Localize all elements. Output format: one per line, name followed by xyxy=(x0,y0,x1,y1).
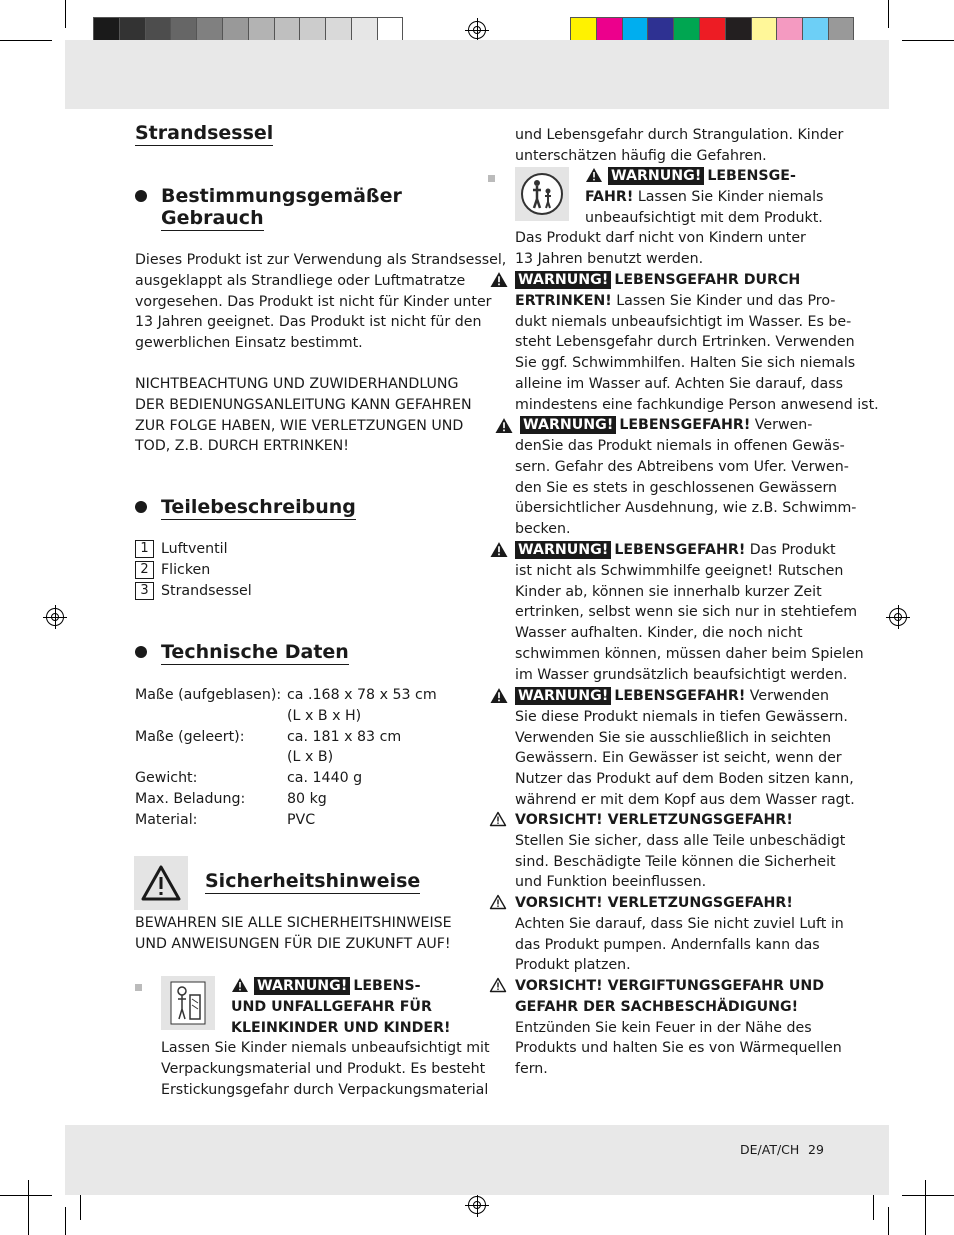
crop-mark xyxy=(65,0,66,28)
warning-children: WARNUNG! LEBENSGE- FAHR! Lassen Sie Kinder niemals unbeaufsichtigt mit dem Produkt. xyxy=(585,168,824,226)
warning-triangle-icon xyxy=(489,687,509,704)
warning-packaging: WARNUNG! LEBENS- UND UNFALLGEFAHR FÜR KLEINKINDER UND KINDER! xyxy=(231,978,451,1036)
caution-poisoning: VORSICHT! VERGIFTUNGSGEFAHR UND GEFAHR DER SACHBESCHÄDIGUNG! Entzünden Sie kein Feuer in der Nähe des Produkts und halten Sie es von Wärmequellen fern. xyxy=(515,978,842,1078)
caution-triangle-icon xyxy=(489,894,507,910)
warning-triangle-icon xyxy=(585,167,603,183)
warning-drowning: WARNUNG! LEBENSGEFAHR DURCH ERTRINKEN! Lassen Sie Kinder und das Pro- dukt niemals unbeaufsichtigt im Wasser. Es be- steht Lebensgefahr durch Ertrinken. Verwenden Sie ggf. Schwimmhilfen. Halten Sie sich niemals alleine im Wasser auf. Achten Sie darauf, dass mindestens eine fachkundige Person anwesend ist. xyxy=(515,272,879,413)
safety-warning-icon xyxy=(134,856,188,910)
list-marker-icon xyxy=(488,175,495,182)
table-row: Material: PVC xyxy=(135,811,316,828)
header-bar xyxy=(65,40,889,109)
caution-triangle-icon xyxy=(489,977,507,993)
list-item: 1 Luftventil xyxy=(135,539,252,560)
table-row: (L x B) xyxy=(287,749,334,766)
child-supervision-pictogram-icon xyxy=(515,167,569,221)
registration-mark-icon xyxy=(46,608,64,626)
crop-mark xyxy=(902,40,954,41)
warning-packaging-body: Lassen Sie Kinder niemals unbeaufsichtigt mit Verpackungsmaterial und Produkt. Es besteht Erstickungsgefahr durch Verpackungsmaterial xyxy=(161,1040,490,1098)
warning-label: WARNUNG! xyxy=(515,541,611,559)
warning-label: WARNUNG! xyxy=(515,687,611,705)
caution-injury-1: VORSICHT! VERLETZUNGSGEFAHR! Stellen Sie sicher, dass alle Teile unbeschädigt sind. Beschädigte Teile können die Sicherheit und Funktion beeinflussen. xyxy=(515,812,846,891)
caution-triangle-icon xyxy=(489,811,507,827)
crop-mark xyxy=(0,1195,52,1196)
crop-mark xyxy=(888,1207,889,1235)
list-item: 2 Flicken xyxy=(135,560,252,581)
crop-mark xyxy=(888,0,889,28)
continued-text: und Lebensgefahr durch Strangulation. Kinder unterschätzen häufig die Gefahren. xyxy=(515,127,844,164)
caution-injury-2: VORSICHT! VERLETZUNGSGEFAHR! Achten Sie darauf, dass Sie nicht zuviel Luft in das Produkt pumpen. Andernfalls kann das Produkt platzen. xyxy=(515,895,844,974)
crop-mark xyxy=(925,1180,926,1235)
warning-triangle-icon xyxy=(489,271,509,288)
list-item: 3 Strandsessel xyxy=(135,581,252,602)
section-bullet-icon xyxy=(135,190,147,202)
warning-label: WARNUNG! xyxy=(515,271,611,289)
warning-label: WARNUNG! xyxy=(254,977,350,995)
crop-mark xyxy=(65,1207,66,1235)
section-bullet-icon xyxy=(135,646,147,658)
warning-children-cont: Das Produkt darf nicht von Kindern unter 13 Jahren benutzt werden. xyxy=(515,230,806,267)
liability-notice: NICHTBEACHTUNG UND ZUWIDERHANDLUNG DER BEDIENUNGSANLEITUNG KANN GEFAHREN ZUR FOLGE HABEN, WIE VERLETZUNGEN UND TOD, Z.B. DURCH ERTRINKEN! xyxy=(135,376,472,455)
warning-label: WARNUNG! xyxy=(520,416,616,434)
spec-table xyxy=(135,685,455,831)
table-row: Maße (aufgeblasen): ca .168 x 78 x 53 cm xyxy=(135,687,437,703)
list-marker-icon xyxy=(135,984,142,991)
crop-mark xyxy=(902,1195,954,1196)
warning-no-swim-aid: WARNUNG! LEBENSGEFAHR! Das Produkt ist nicht als Schwimmhilfe geeignet! Rutschen Kinder ab, können sie innerhalb kurzer Zeit ertrinken, selbst wenn sie sich nur in stehtiefem Wasser aufhalten. Kinder, die noch nicht schwimmen können, müssen daher beim Spielen im Wasser grundsätzlich beaufsichtigt werden. xyxy=(515,542,864,683)
registration-mark-icon xyxy=(468,1196,486,1214)
table-row: (L x B x H) xyxy=(287,707,362,724)
registration-mark-icon xyxy=(889,608,907,626)
warning-open-water-body: denSie das Produkt niemals in offenen Gewäs- sern. Gefahr des Abtreibens vom Ufer. Verwen- den Sie es stets in geschlossenen Gewässern übersichtlicher Ausdehnung, wie z.B. Schwimm- becken. xyxy=(515,438,857,538)
page-number: 29 xyxy=(808,1142,824,1157)
warning-triangle-icon xyxy=(489,541,509,558)
parts-list xyxy=(135,539,252,601)
section-heading-safety: Sicherheitshinweise xyxy=(205,870,421,892)
crop-mark xyxy=(0,40,52,41)
safety-intro: BEWAHREN SIE ALLE SICHERHEITSHINWEISE UND ANWEISUNGEN FÜR DIE ZUKUNFT AUF! xyxy=(135,915,452,952)
table-row: Maße (geleert): ca. 181 x 83 cm xyxy=(135,728,402,745)
warning-triangle-icon xyxy=(494,417,514,434)
section-heading-technical-data: Technische Daten xyxy=(161,641,349,663)
section-bullet-icon xyxy=(135,501,147,513)
warning-label: WARNUNG! xyxy=(608,167,704,185)
warning-deep-water: WARNUNG! LEBENSGEFAHR! Verwenden Sie diese Produkt niemals in tiefen Gewässern. Verwenden Sie sie ausschließlich in seichten Gewässern. Ein Gewässer ist seicht, wenn der Nutzer das Produkt auf dem Boden sitzen kann, während er mit dem Kopf aus dem Wasser ragt. xyxy=(515,688,855,808)
footer-locale: DE/AT/CH xyxy=(740,1142,800,1157)
table-row: Max. Beladung: 80 kg xyxy=(135,790,327,807)
warning-triangle-icon xyxy=(231,977,249,993)
section-heading-parts: Teilebeschreibung xyxy=(161,496,356,518)
page-title: Strandsessel xyxy=(135,122,274,144)
intended-use-text: Dieses Produkt ist zur Verwendung als Strandsessel, ausgeklappt als Strandliege oder Luftmatratze vorgesehen. Das Produkt ist nicht für Kinder unter 13 Jahren geeignet. Das Produkt ist nicht für den gewerblichen Einsatz bestimmt. xyxy=(135,252,507,352)
child-packaging-pictogram-icon xyxy=(161,976,215,1030)
table-row: Gewicht: ca. 1440 g xyxy=(135,770,363,787)
registration-mark-icon xyxy=(468,21,486,39)
warning-open-water: WARNUNG! LEBENSGEFAHR! Verwen- xyxy=(520,415,812,436)
crop-mark xyxy=(28,1180,29,1235)
section-heading-intended-use: Bestimmungsgemäßer Gebrauch xyxy=(161,185,402,229)
